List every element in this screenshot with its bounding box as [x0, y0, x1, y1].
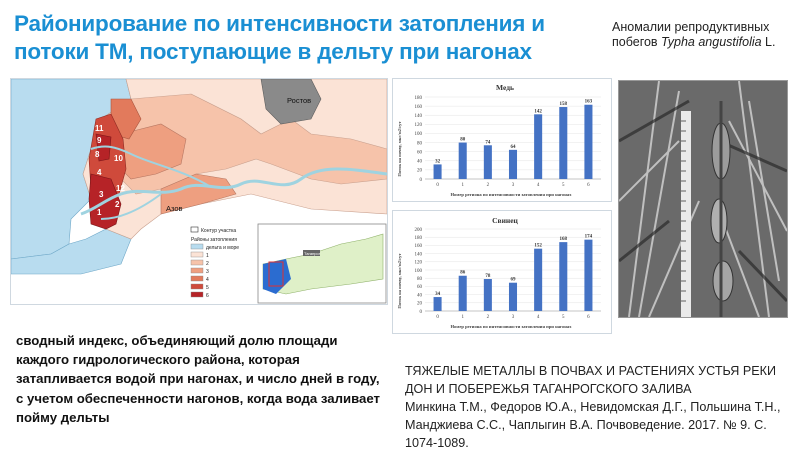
bar — [484, 145, 492, 179]
map-legend — [191, 227, 239, 299]
legend-level-label: 3 — [206, 269, 209, 275]
reference-title: ТЯЖЕЛЫЕ МЕТАЛЛЫ В ПОЧВАХ И РАСТЕНИЯХ УСТЬЯ РЕКИ ДОН И ПОБЕРЕЖЬЯ ТАГАНРОГСКОГО ЗАЛИВА — [405, 364, 777, 396]
bar — [459, 276, 467, 311]
chart-title: Медь — [496, 83, 514, 92]
chart-x-label: Номер региона по интенсивности затопления при нагонах — [450, 192, 572, 197]
region-label: 3 — [99, 190, 104, 199]
y-tick-label: 40 — [417, 293, 422, 299]
typha-photo — [618, 80, 788, 318]
legend-level-label: 2 — [206, 261, 209, 267]
region-label: 1 — [97, 208, 102, 217]
data-label: 64 — [510, 144, 516, 150]
data-label: 74 — [485, 140, 491, 146]
data-label: 80 — [460, 137, 466, 143]
legend-level-label: 6 — [206, 293, 209, 299]
y-tick-label: 80 — [417, 141, 422, 147]
y-tick-label: 20 — [417, 168, 422, 174]
y-tick-label: 180 — [414, 236, 422, 241]
x-tick-label: 2 — [486, 315, 490, 320]
legend-level-label: 5 — [206, 285, 209, 291]
x-tick-label: 1 — [461, 315, 464, 320]
data-label: 34 — [435, 292, 441, 298]
slide-title: Районирование по интенсивности затопления и потоки ТМ, поступающие в дельту при нагонах — [14, 11, 545, 64]
bar — [534, 114, 542, 179]
y-tick-label: 120 — [414, 260, 422, 266]
chart-copper — [392, 78, 612, 202]
region-label: 10 — [114, 154, 123, 163]
photo-caption-prefix: Аномалии репродуктивных побегов — [612, 20, 770, 49]
photo-caption-suffix: L. — [761, 35, 776, 49]
y-tick-label: 100 — [414, 132, 422, 138]
y-tick-label: 120 — [414, 123, 422, 129]
legend-level-label: 1 — [206, 253, 209, 259]
y-tick-label: 20 — [417, 301, 422, 307]
inset-label: Таганрог — [304, 251, 321, 256]
data-label: 168 — [559, 237, 568, 243]
bar — [584, 105, 592, 179]
bar — [434, 164, 442, 179]
photo-caption — [612, 20, 796, 50]
chart-copper-svg — [393, 79, 611, 201]
y-tick-label: 200 — [414, 227, 422, 233]
y-tick-label: 140 — [414, 114, 422, 120]
data-label: 158 — [559, 102, 568, 108]
x-tick-label: 3 — [511, 183, 515, 188]
x-tick-label: 0 — [436, 183, 439, 188]
x-tick-label: 6 — [587, 315, 590, 320]
legend-water-label: дельта и море — [206, 245, 240, 251]
bar — [509, 150, 517, 179]
chart-y-label: Поток на почву, мкг/м2/сут — [397, 253, 402, 309]
data-label: 163 — [584, 99, 593, 105]
region-label: 12 — [116, 184, 125, 193]
index-description: сводный индекс, объединяющий долю площади каждого гидрологического района, которая затапливается водой при нагонах, и число дней в году, с учетом обеспеченности нагонов, когда вода заливает пойму дельты — [16, 333, 381, 425]
y-tick-label: 0 — [419, 177, 422, 183]
bar — [584, 240, 592, 311]
y-tick-label: 60 — [417, 285, 422, 291]
y-tick-label: 60 — [417, 150, 422, 156]
chart-lead-svg — [393, 211, 611, 333]
legend-boundary-label: Контур участка — [201, 228, 237, 234]
x-tick-label: 1 — [461, 183, 464, 188]
x-tick-label: 6 — [587, 183, 590, 188]
region-label: 11 — [95, 124, 104, 133]
x-tick-label: 5 — [562, 183, 565, 188]
data-label: 32 — [435, 159, 441, 165]
bar — [484, 279, 492, 311]
legend-level-label: 4 — [206, 277, 209, 283]
chart-title: Свинец — [492, 216, 518, 225]
y-tick-label: 0 — [419, 309, 422, 315]
reference-block — [405, 362, 795, 452]
region-label: 2 — [115, 200, 120, 209]
y-tick-label: 80 — [417, 277, 422, 282]
y-tick-label: 180 — [414, 95, 422, 101]
legend-title: Районы затопления — [191, 237, 237, 243]
region-label: 8 — [95, 150, 100, 159]
region-label: 9 — [97, 136, 102, 145]
region-label: 4 — [97, 168, 102, 177]
bar — [509, 283, 517, 311]
data-label: 86 — [460, 270, 466, 276]
y-tick-label: 40 — [417, 159, 422, 165]
x-tick-label: 0 — [436, 315, 439, 320]
city-label-rostov: Ростов — [287, 96, 312, 105]
x-tick-label: 3 — [511, 315, 515, 320]
flooding-map-svg — [11, 79, 387, 304]
bar — [559, 107, 567, 179]
bar — [534, 249, 542, 311]
bar — [559, 242, 567, 311]
x-tick-label: 2 — [486, 183, 490, 188]
data-label: 174 — [584, 234, 593, 240]
city-label-azov: Азов — [166, 204, 183, 213]
x-tick-label: 5 — [562, 315, 565, 320]
y-tick-label: 160 — [414, 244, 422, 250]
y-tick-label: 100 — [414, 268, 422, 274]
inset-map — [258, 224, 386, 303]
bar — [459, 143, 467, 179]
photo-caption-species: Typha angustifolia — [661, 35, 762, 49]
data-label: 152 — [534, 243, 542, 249]
data-label: 78 — [485, 274, 491, 280]
reference-authors: Минкина Т.М., Федоров Ю.А., Невидомская Д.Г., Польшина Т.Н., Манджиева С.С., Чаплыгин В.А. Почвоведение. 2017. № 9. С. 1074-1089. — [405, 400, 781, 450]
chart-lead — [392, 210, 612, 334]
typha-photo-svg — [619, 81, 787, 317]
data-label: 69 — [510, 277, 516, 283]
chart-y-label: Поток на почву, мкг/м2/сут — [397, 121, 402, 177]
y-tick-label: 140 — [414, 252, 422, 258]
y-tick-label: 160 — [414, 104, 422, 110]
data-label: 142 — [534, 109, 542, 115]
x-tick-label: 4 — [536, 183, 540, 188]
bar — [434, 297, 442, 311]
flooding-map — [10, 78, 388, 305]
x-tick-label: 4 — [536, 315, 540, 320]
chart-x-label: Номер региона по интенсивности затопления при нагонах — [450, 324, 572, 329]
